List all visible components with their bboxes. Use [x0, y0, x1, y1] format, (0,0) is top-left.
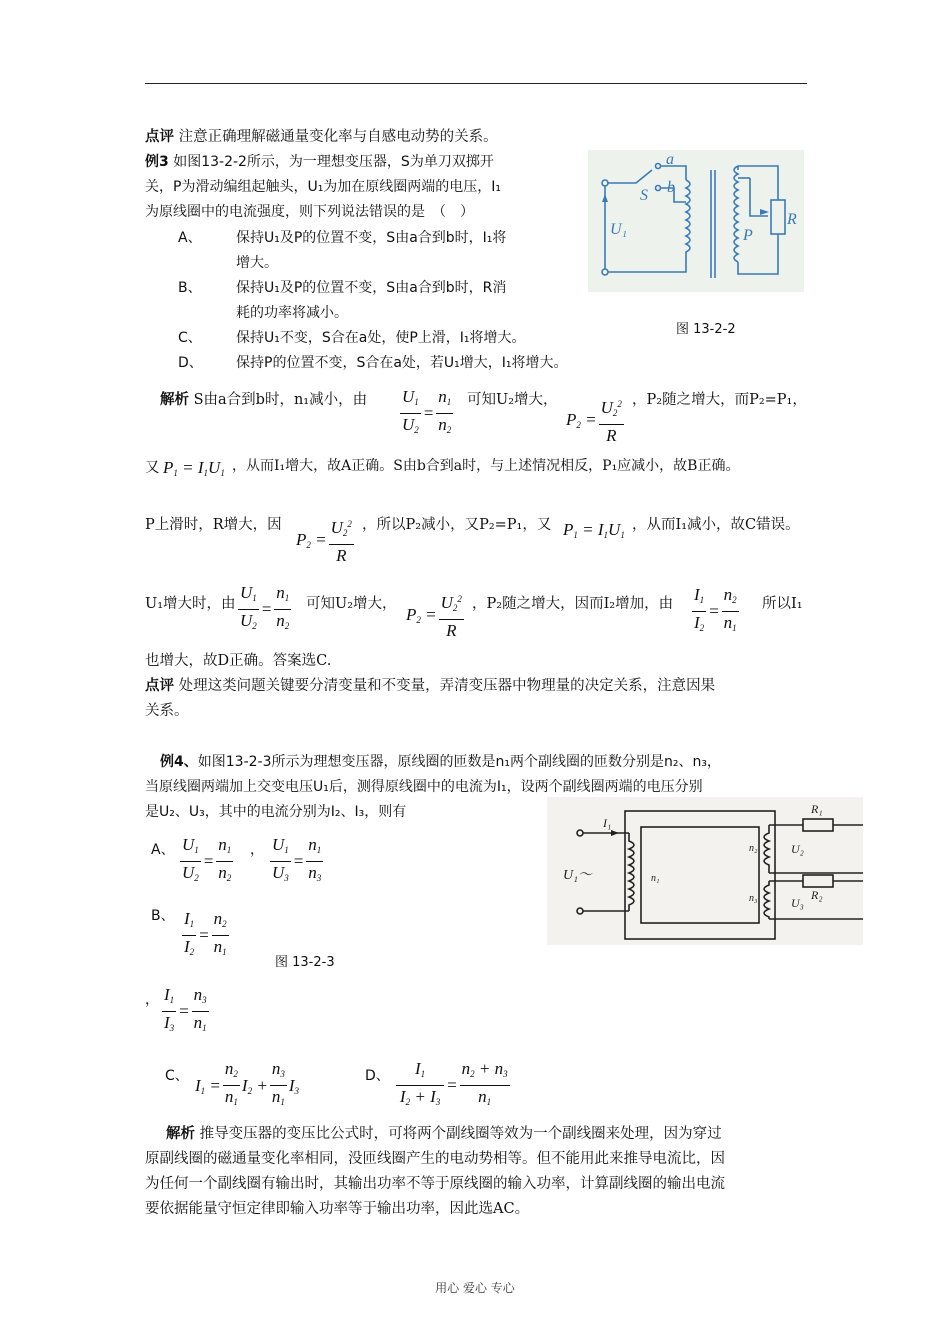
ex3-option-d-text: 保持P的位置不变，S合在a处，若U₁增大，I₁将增大。 [236, 355, 568, 371]
ex4-text-1: 如图13-2-3所示为理想变压器，原线圈的匝数是n₁两个副线圈的匝数分别是n₂、n₃， [197, 754, 721, 770]
fig2-label-n3: n₃ [749, 893, 758, 904]
ex3-line-1 [145, 152, 494, 172]
ex3-option-d-letter: D、 [178, 355, 203, 371]
fig2-label-n1: n₁ [651, 873, 660, 884]
comment-text: 注意正确理解磁通量变化率与自感电动势的关系。 [178, 129, 498, 145]
ex4-option-a-letter: A、 [151, 842, 175, 858]
fig2-label-u1: U₁～ [563, 868, 592, 883]
formula-p1-2: $P_1 = I_1U_1$ [563, 520, 625, 540]
ex3-label: 例3 [145, 154, 169, 170]
fig2-label-r2: R₂ [811, 888, 823, 902]
ex3-option-b-letter: B、 [178, 280, 202, 296]
fig2-label-u3: U₃ [791, 896, 804, 910]
fig2-label-u2: U₂ [791, 842, 804, 856]
sol3-text-3c: ，从而I₁减小，故C错误。 [632, 517, 800, 533]
sol3-text-4b: 可知U₂增大， [306, 596, 397, 612]
header-rule [145, 83, 807, 84]
comment-2-label: 点评 [145, 677, 174, 694]
formula-ex4-option-a-2: $\frac{U_1}{U_3}$ = $\frac{n_1}{n_3}$ [272, 835, 322, 883]
ex4-option-c-letter: C、 [165, 1068, 189, 1084]
sol3-text-2a: 又 [145, 460, 160, 476]
fig1-label-b: b [667, 179, 675, 196]
ex3-option-c-text: 保持U₁不变，S合在a处，使P上滑，I₁将增大。 [236, 330, 526, 346]
sol3-text-1b: 可知U₂增大， [467, 392, 558, 408]
ex3-option-b-text: 保持U₁及P的位置不变，S由a合到b时，R消 [236, 280, 507, 296]
ex3-option-c-letter: C、 [178, 330, 202, 346]
sol3-text-4a: U₁增大时，由 [145, 596, 236, 612]
formula-p1-1: $P_1 = I_1U_1$ [163, 458, 225, 478]
fig2-label-i1: I₁ [603, 816, 612, 830]
formula-u-ratio-2: $\frac{U_1}{U_2}$ = $\frac{n_1}{n_2}$ [240, 583, 290, 631]
formula-ex4-option-d: $\frac{I_1}{I_2 + I_3}$ = $\frac{n_2 + n_3}{n_1}$ [398, 1059, 508, 1107]
figure-13-2-3-caption: 图 13-2-3 [275, 955, 335, 970]
sol4-line-2: 原副线圈的磁通量变化率相同，没匝线圈产生的电动势相等。但不能用此来推导电流比，因 [145, 1151, 725, 1167]
sol4-line-4: 要依据能量守恒定律即输入功率等于输出功率，因此选AC。 [145, 1201, 530, 1217]
sol3-text-1c: ，P₂随之增大，而P₂=P₁， [632, 392, 807, 408]
sol4-line-1 [166, 1124, 722, 1144]
ex4-option-b-letter: B、 [151, 908, 175, 924]
ex3-option-a-text-2: 增大。 [236, 255, 278, 271]
sol3-text-3b: ，所以P₂减小，又P₂=P₁，又 [362, 517, 552, 533]
fig2-label-n2: n₂ [749, 843, 758, 854]
sol3-text-3a: P上滑时，R增大，因 [145, 517, 282, 533]
formula-p2-2: $P_2$ = $\frac{U_2^2}{R}$ [296, 513, 356, 567]
comment-2-text-2: 关系。 [145, 703, 189, 719]
figure-13-2-2 [588, 150, 804, 292]
fig1-label-a: a [666, 151, 674, 168]
ex4-line-1 [160, 752, 721, 772]
ex3-line-3: 为原线圈中的电流强度，则下列说法错误的是 （ ） [145, 204, 474, 220]
ex4-line-2: 当原线圈两端加上交变电压U₁后，测得原线圈中的电流为I₁，设两个副线圈两端的电压分别 [145, 779, 703, 795]
fig1-label-p: P [743, 227, 753, 244]
ex4-option-d-letter: D、 [365, 1068, 390, 1084]
sol4-label: 解析 [166, 1125, 195, 1142]
formula-ex4-option-a: $\frac{U_1}{U_2}$ = $\frac{n_1}{n_2}$ [182, 835, 232, 883]
figure-13-2-3 [547, 797, 863, 945]
formula-p2-1: $P_2$ = $\frac{U_2^2}{R}$ [566, 393, 626, 447]
sol3-line-1a [160, 390, 367, 410]
formula-u-ratio-1: $\frac{U_1}{U_2}$ = $\frac{n_1}{n_2}$ [402, 387, 452, 435]
sol3-text-2b: ，从而I₁增大，故A正确。S由b合到a时，与上述情况相反，P₁应减小，故B正确。 [232, 458, 740, 474]
ex4-label: 例4、 [160, 754, 198, 770]
comment-label: 点评 [145, 128, 174, 145]
figure-13-2-2-caption: 图 13-2-2 [676, 322, 736, 337]
formula-i-ratio-1: $\frac{I_1}{I_2}$ = $\frac{n_2}{n_1}$ [694, 585, 737, 633]
sol4-line-3: 为任何一个副线圈有输出时，其输出功率不等于原线圈的输入功率，计算副线圈的输出电流 [145, 1176, 725, 1192]
ex4-option-b-comma: ， [145, 992, 159, 1008]
ex3-line-2: 关，P为滑动编组起触头，U₁为加在原线圈两端的电压，I₁ [145, 179, 502, 195]
ex3-option-a-text: 保持U₁及P的位置不变，S由a合到b时，I₁将 [236, 230, 507, 246]
ex4-line-3: 是U₂、U₃，其中的电流分别为I₂、I₃，则有 [145, 804, 407, 820]
sol3-label: 解析 [160, 391, 189, 408]
formula-ex4-option-c: $I_1$ = $\frac{n_2}{n_1}$ $I_2$ + $\frac{n_3}{n_1}$ $I_3$ [195, 1059, 299, 1107]
ex3-option-b-text-2: 耗的功率将减小。 [236, 305, 348, 321]
comment-2-line-1 [145, 676, 715, 696]
ex3-option-a-letter: A、 [178, 230, 202, 246]
sol3-text-1a: S由a合到b时，n₁减小，由 [193, 392, 368, 408]
sol3-text-5: 也增大，故D正确。答案选C. [145, 653, 332, 669]
formula-p2-3: $P_2$ = $\frac{U_2^2}{R}$ [406, 588, 466, 642]
sol3-text-4c: ，P₂随之增大，因而I₂增加，由 [472, 596, 674, 612]
fig2-label-r1: R₁ [811, 802, 823, 816]
sol4-text-1: 推导变压器的变压比公式时，可将两个副线圈等效为一个副线圈来处理，因为穿过 [199, 1126, 722, 1142]
page-footer: 用心 爱心 专心 [435, 1281, 515, 1295]
ex4-option-a-comma: ， [250, 842, 264, 858]
formula-ex4-option-b-2: $\frac{I_1}{I_3}$ = $\frac{n_3}{n_1}$ [164, 985, 207, 1033]
fig1-label-r: R [787, 211, 797, 228]
fig1-label-s: S [640, 187, 648, 204]
formula-ex4-option-b: $\frac{I_1}{I_2}$ = $\frac{n_2}{n_1}$ [184, 909, 227, 957]
sol3-text-4d: 所以I₁ [762, 596, 803, 612]
comment-1 [145, 127, 498, 147]
fig1-label-u: U₁ [610, 221, 628, 238]
comment-2-text-1: 处理这类问题关键要分清变量和不变量，弄清变压器中物理量的决定关系，注意因果 [178, 678, 716, 694]
ex3-text-1: 如图13-2-2所示，为一理想变压器，S为单刀双掷开 [173, 154, 494, 170]
